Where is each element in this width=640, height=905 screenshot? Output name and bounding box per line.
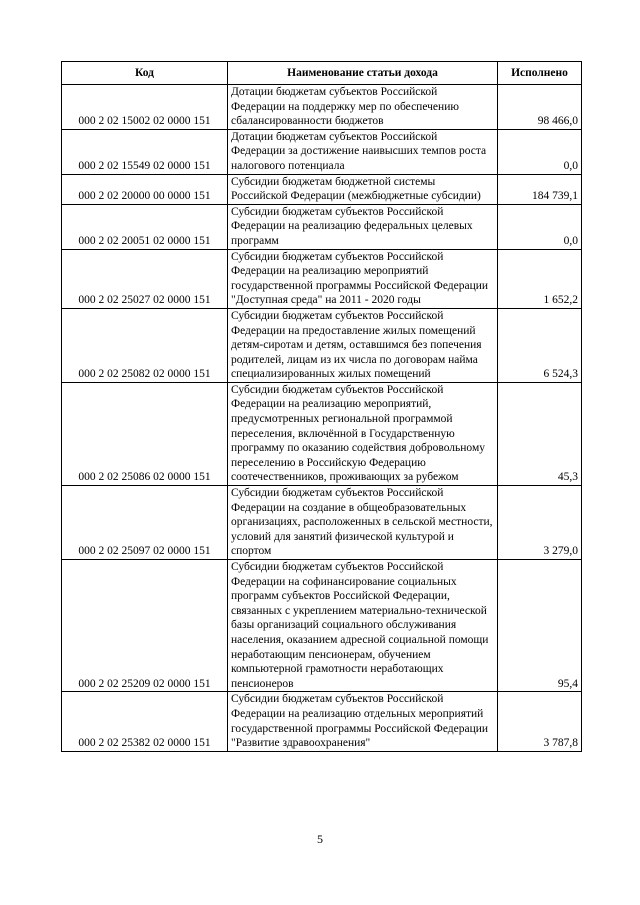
page-number: 5	[317, 832, 323, 846]
row-code: 000 2 02 25097 02 0000 151	[62, 486, 228, 560]
row-amount: 45,3	[498, 382, 582, 485]
table-row	[62, 85, 582, 130]
table-row	[62, 382, 582, 485]
row-amount: 98 466,0	[498, 85, 582, 130]
table-row	[62, 486, 582, 560]
row-code: 000 2 02 20051 02 0000 151	[62, 204, 228, 249]
header-amount: Исполнено	[498, 62, 582, 85]
row-code: 000 2 02 25209 02 0000 151	[62, 560, 228, 692]
row-code: 000 2 02 15002 02 0000 151	[62, 85, 228, 130]
row-amount: 95,4	[498, 560, 582, 692]
row-code: 000 2 02 25027 02 0000 151	[62, 249, 228, 308]
row-name: Субсидии бюджетам субъектов Российской Федерации на создание в общеобразовательных организациях, расположенных в сельской местности, условий для занятий физической культурой и спортом	[228, 486, 498, 560]
table-row	[62, 174, 582, 204]
row-amount: 1 652,2	[498, 249, 582, 308]
row-name: Субсидии бюджетам субъектов Российской Федерации на софинансирование социальных программ субъектов Российской Федерации, связанных с укреплением материально-технической базы организаций социального обслуживания населения, оказанием адресной социальной помощи неработающим пенсионерам, обучением компьютерной грамотности неработающих пенсионеров	[228, 560, 498, 692]
table-row	[62, 129, 582, 174]
header-code: Код	[62, 62, 228, 85]
table-header-row	[62, 62, 582, 85]
row-name: Субсидии бюджетам субъектов Российской Федерации на реализацию отдельных мероприятий государственной программы Российской Федерации "Развитие здравоохранения"	[228, 692, 498, 751]
header-name: Наименование статьи дохода	[228, 62, 498, 85]
row-name: Субсидии бюджетам субъектов Российской Федерации на реализацию мероприятий, предусмотренных региональной программой переселения, включённой в Государственную программу по оказанию содействия добровольному переселению в Российскую Федерацию соотечественников, проживающих за рубежом	[228, 382, 498, 485]
table-row	[62, 692, 582, 751]
row-name: Дотации бюджетам субъектов Российской Федерации на поддержку мер по обеспечению сбалансированности бюджетов	[228, 85, 498, 130]
row-amount: 3 279,0	[498, 486, 582, 560]
row-code: 000 2 02 25082 02 0000 151	[62, 308, 228, 382]
row-amount: 6 524,3	[498, 308, 582, 382]
table-row	[62, 204, 582, 249]
revenue-table	[61, 61, 582, 752]
row-amount: 184 739,1	[498, 174, 582, 204]
row-name: Субсидии бюджетам субъектов Российской Федерации на предоставление жилых помещений детям-сиротам и детям, оставшимся без попечения родителей, лицам из их числа по договорам найма специализированных жилых помещений	[228, 308, 498, 382]
row-name: Субсидии бюджетам субъектов Российской Федерации на реализацию федеральных целевых программ	[228, 204, 498, 249]
table-row	[62, 308, 582, 382]
row-code: 000 2 02 20000 00 0000 151	[62, 174, 228, 204]
row-amount: 0,0	[498, 204, 582, 249]
table-row	[62, 249, 582, 308]
row-name: Субсидии бюджетам субъектов Российской Федерации на реализацию мероприятий государственной программы Российской Федерации "Доступная среда" на 2011 - 2020 годы	[228, 249, 498, 308]
row-amount: 0,0	[498, 129, 582, 174]
row-name: Субсидии бюджетам бюджетной системы Российской Федерации (межбюджетные субсидии)	[228, 174, 498, 204]
row-code: 000 2 02 15549 02 0000 151	[62, 129, 228, 174]
row-amount: 3 787,8	[498, 692, 582, 751]
row-name: Дотации бюджетам субъектов Российской Федерации за достижение наивысших темпов роста налогового потенциала	[228, 129, 498, 174]
row-code: 000 2 02 25086 02 0000 151	[62, 382, 228, 485]
table-row	[62, 560, 582, 692]
row-code: 000 2 02 25382 02 0000 151	[62, 692, 228, 751]
